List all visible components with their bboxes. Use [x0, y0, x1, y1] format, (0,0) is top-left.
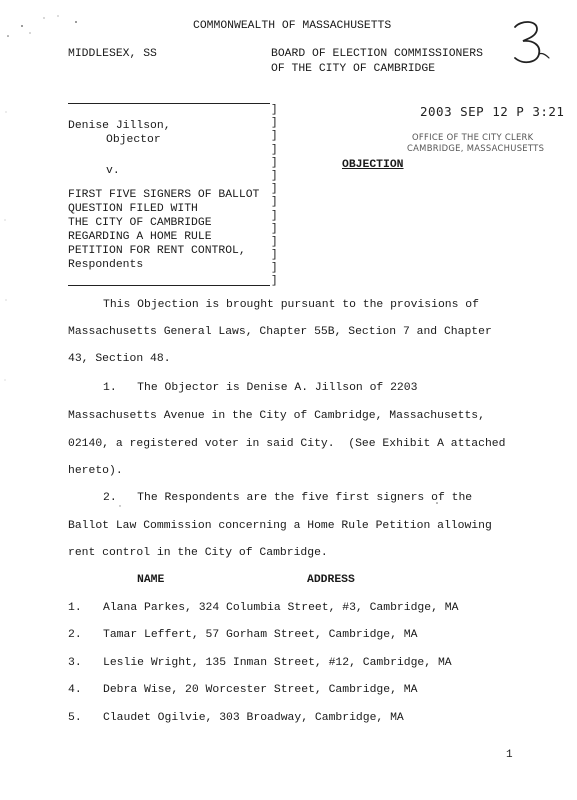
- objector-name: Denise Jillson,: [68, 120, 171, 132]
- paragraph-line: hereto).: [68, 465, 123, 477]
- respondents-caption-line: THE CITY OF CAMBRIDGE: [68, 217, 212, 229]
- page-number: 1: [506, 749, 513, 761]
- caption-bottom-rule: [68, 285, 270, 286]
- intro-line: 43, Section 48.: [68, 353, 171, 365]
- bracket: ]: [271, 169, 278, 182]
- received-date-stamp: 2003 SEP 12 P 3:21: [420, 104, 565, 119]
- bracket: ]: [271, 222, 278, 235]
- list-item-text: Claudet Ogilvie, 303 Broadway, Cambridge, MA: [103, 712, 404, 724]
- list-item-number: 5.: [68, 712, 82, 724]
- respondents-caption-line: QUESTION FILED WITH: [68, 203, 198, 215]
- paragraph-line: Ballot Law Commission concerning a Home Rule Petition allowing: [68, 520, 492, 532]
- respondents-caption-line: REGARDING A HOME RULE: [68, 231, 212, 243]
- list-item-number: 3.: [68, 657, 82, 669]
- bracket: ]: [271, 130, 278, 143]
- bracket: ]: [271, 262, 278, 275]
- bracket: ]: [271, 196, 278, 209]
- list-item-text: Tamar Leffert, 57 Gorham Street, Cambridge, MA: [103, 629, 418, 641]
- bracket: ]: [271, 117, 278, 130]
- list-item-number: 4.: [68, 684, 82, 696]
- paragraph-line: 02140, a registered voter in said City. (See Exhibit A attached: [68, 438, 506, 450]
- list-item-text: Leslie Wright, 135 Inman Street, #12, Cambridge, MA: [103, 657, 452, 669]
- bracket: ]: [271, 235, 278, 248]
- objector-role: Objector: [106, 134, 161, 146]
- respondents-caption-line: PETITION FOR RENT CONTROL,: [68, 245, 246, 257]
- paragraph-line: Massachusetts Avenue in the City of Cambridge, Massachusetts,: [68, 410, 485, 422]
- versus-label: v.: [106, 165, 120, 177]
- intro-line: Massachusetts General Laws, Chapter 55B, Section 7 and Chapter: [68, 326, 492, 338]
- bracket: ]: [271, 249, 278, 262]
- intro-line: This Objection is brought pursuant to the provisions of: [103, 299, 479, 311]
- bracket: ]: [271, 104, 278, 116]
- county-label: MIDDLESEX, SS: [68, 48, 157, 60]
- document-title: OBJECTION: [342, 159, 404, 171]
- bracket: ]: [271, 156, 278, 169]
- board-name-line1: BOARD OF ELECTION COMMISSIONERS: [271, 48, 483, 60]
- bracket: ]: [271, 143, 278, 156]
- paragraph-line: rent control in the City of Cambridge.: [68, 547, 328, 559]
- list-item-text: Alana Parkes, 324 Columbia Street, #3, Cambridge, MA: [103, 602, 459, 614]
- caption-bracket-column: [271, 104, 279, 289]
- list-item-text: Debra Wise, 20 Worcester Street, Cambridge, MA: [103, 684, 418, 696]
- column-header-address: ADDRESS: [307, 574, 355, 586]
- paragraph-line: 2. The Respondents are the five first signers of the: [103, 492, 473, 504]
- column-header-name: NAME: [137, 574, 165, 586]
- commonwealth-heading: COMMONWEALTH OF MASSACHUSETTS: [193, 20, 392, 32]
- paragraph-line: 1. The Objector is Denise A. Jillson of 2203: [103, 382, 418, 394]
- handwritten-page-marker: [509, 18, 553, 68]
- bracket: ]: [271, 275, 278, 288]
- respondents-caption-line: FIRST FIVE SIGNERS OF BALLOT: [68, 189, 260, 201]
- bracket: ]: [271, 183, 278, 196]
- bracket: ]: [271, 209, 278, 222]
- list-item-number: 2.: [68, 629, 82, 641]
- caption-top-rule: [68, 103, 270, 104]
- clerk-office-stamp-line2: CAMBRIDGE, MASSACHUSETTS: [407, 143, 545, 153]
- board-name-line2: OF THE CITY OF CAMBRIDGE: [271, 63, 436, 75]
- respondents-caption-line: Respondents: [68, 259, 144, 271]
- list-item-number: 1.: [68, 602, 82, 614]
- clerk-office-stamp-line1: OFFICE OF THE CITY CLERK: [412, 132, 534, 142]
